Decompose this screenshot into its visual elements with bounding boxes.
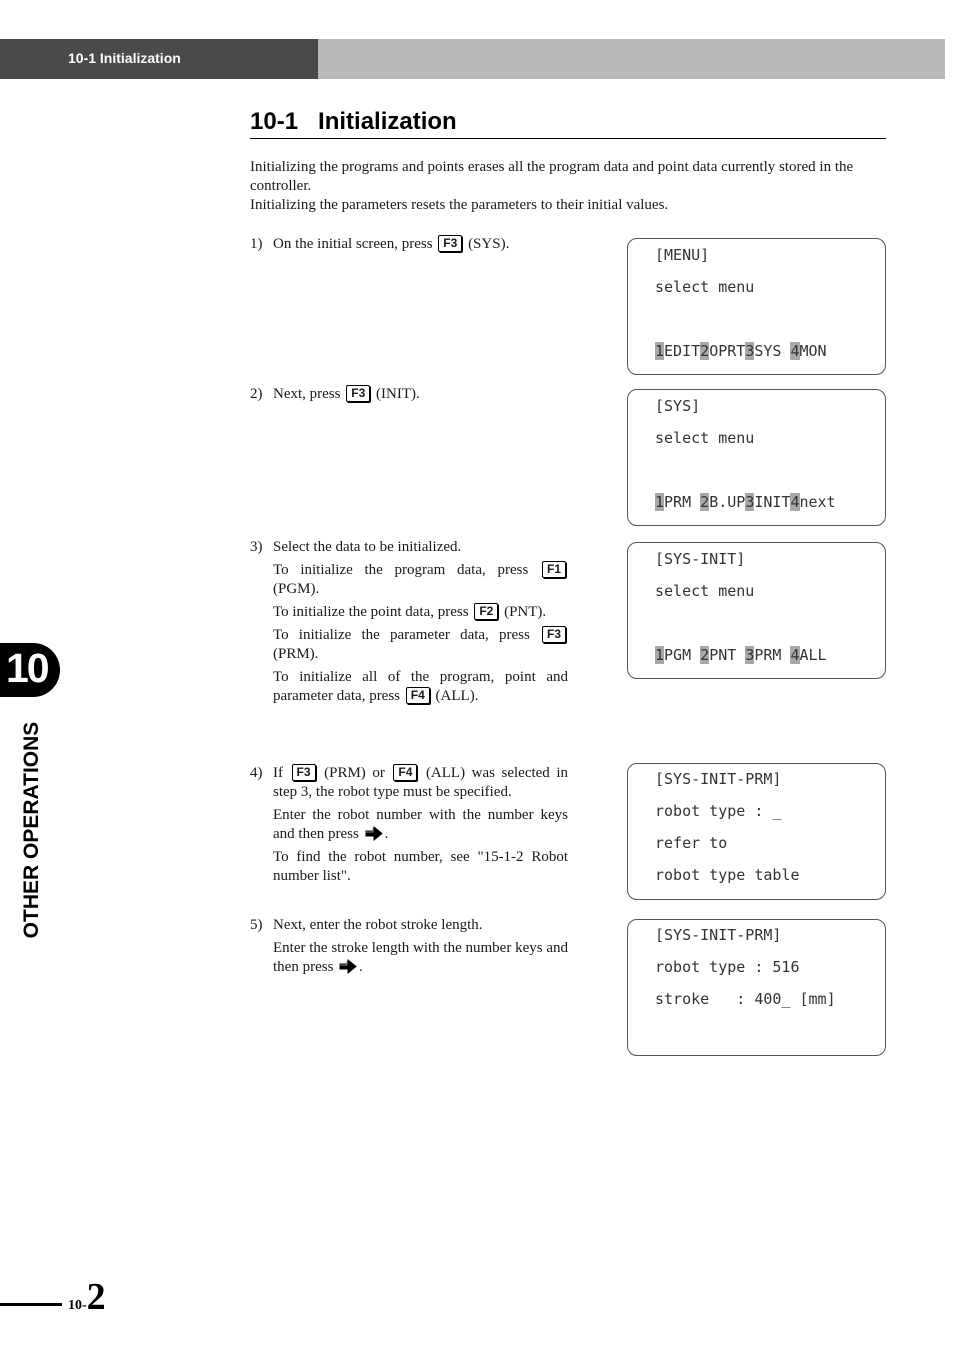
lcd-key-label: PRM [754, 646, 791, 664]
page-number-value: 2 [86, 1276, 106, 1318]
lcd-line: stroke : 400_ [mm] [655, 990, 836, 1008]
lcd-key-label: PNT [709, 646, 746, 664]
step-text: To initialize all of the program, point and parameter data, press [273, 669, 568, 704]
lcd-key-line [655, 646, 827, 664]
step-text: Select the data to be initialized. [273, 539, 462, 555]
lcd-key-line [655, 342, 827, 360]
lcd-key-number: 2 [700, 342, 710, 360]
header-section-label: 10-1 Initialization [68, 50, 181, 66]
lcd-screen-stroke [627, 919, 886, 1056]
step-text: To initialize the parameter data, press [273, 627, 530, 643]
f3-key: F3 [292, 764, 316, 781]
page-number-prefix: 10- [68, 1298, 87, 1313]
lcd-line: [MENU] [655, 246, 710, 264]
lcd-line: select menu [655, 582, 755, 600]
f4-key: F4 [406, 687, 430, 704]
lcd-line: [SYS-INIT-PRM] [655, 926, 782, 944]
step-text: On the initial screen, press [273, 236, 433, 252]
lcd-screen-sys-init [627, 542, 886, 679]
lcd-line: robot type : 516 [655, 958, 800, 976]
lcd-key-number: 3 [745, 493, 755, 511]
step-text: Next, enter the robot stroke length. [273, 917, 483, 933]
chapter-number: 10 [6, 645, 48, 691]
step-text: Next, press [273, 386, 341, 402]
enter-key-icon [364, 826, 384, 841]
step-text: (PRM). [273, 646, 319, 662]
lcd-key-line [655, 493, 836, 511]
enter-key-icon [338, 959, 358, 974]
step-text: (INIT). [376, 386, 420, 402]
lcd-key-label: MON [799, 342, 827, 360]
intro-text [250, 158, 888, 215]
lcd-screen-menu [627, 238, 886, 375]
lcd-line: robot type : _ [655, 802, 782, 820]
lcd-line: select menu [655, 429, 755, 447]
step-number: 5) [250, 917, 263, 933]
lcd-key-label: ALL [799, 646, 827, 664]
step-text: (PNT). [504, 604, 547, 620]
step-4 [250, 764, 568, 890]
step-number: 4) [250, 765, 263, 781]
f2-key: F2 [474, 603, 498, 620]
f3-key: F3 [438, 235, 462, 252]
f1-key: F1 [542, 561, 566, 578]
header-band-light [318, 39, 945, 79]
step-text: . [384, 826, 389, 842]
step-number: 3) [250, 539, 263, 555]
lcd-key-number: 1 [655, 493, 665, 511]
page-number-rule [0, 1303, 62, 1306]
step-5 [250, 916, 568, 981]
lcd-key-label: B.UP [709, 493, 746, 511]
lcd-key-number: 3 [745, 342, 755, 360]
page-title: 10-1 Initialization [250, 108, 457, 135]
title-rule [250, 138, 886, 139]
lcd-key-label: PGM [664, 646, 701, 664]
intro-paragraph: Initializing the programs and points erases all the program data and point data currently stored in the controller. [250, 159, 854, 194]
step-2 [250, 385, 568, 408]
lcd-key-number: 2 [700, 646, 710, 664]
lcd-line: [SYS-INIT-PRM] [655, 770, 782, 788]
lcd-key-number: 1 [655, 342, 665, 360]
lcd-key-label: next [799, 493, 836, 511]
lcd-key-label: EDIT [664, 342, 701, 360]
lcd-screen-sys [627, 389, 886, 526]
step-text: Enter the stroke length with the number keys and then press [273, 940, 568, 975]
step-number: 1) [250, 236, 263, 252]
step-text: (ALL) was selected in step 3, the robot type must be specified. [273, 765, 569, 800]
lcd-key-number: 3 [745, 646, 755, 664]
lcd-key-number: 4 [790, 342, 800, 360]
lcd-key-label: SYS [754, 342, 791, 360]
lcd-key-label: OPRT [709, 342, 746, 360]
step-text: If [273, 765, 283, 781]
step-text: (ALL). [435, 688, 479, 704]
step-1 [250, 235, 568, 258]
intro-paragraph: Initializing the parameters resets the parameters to their initial values. [250, 197, 669, 213]
step-text: (PGM). [273, 581, 320, 597]
step-text: To initialize the point data, press [273, 604, 469, 620]
step-text: (PRM) or [324, 765, 385, 781]
lcd-screen-robot-type [627, 763, 886, 900]
lcd-line: [SYS] [655, 397, 701, 415]
page-number [68, 1278, 106, 1316]
lcd-line: refer to [655, 834, 728, 852]
step-text: . [359, 959, 363, 975]
step-number: 2) [250, 386, 263, 402]
lcd-key-number: 4 [790, 646, 800, 664]
f3-key: F3 [542, 626, 566, 643]
step-text: To initialize the program data, press [273, 562, 529, 578]
lcd-line: select menu [655, 278, 755, 296]
lcd-key-number: 1 [655, 646, 665, 664]
f3-key: F3 [346, 385, 370, 402]
lcd-key-label: INIT [754, 493, 791, 511]
chapter-side-label: OTHER OPERATIONS [20, 721, 43, 939]
lcd-key-label: PRM [664, 493, 701, 511]
step-text: To find the robot number, see "15-1-2 Robot number list". [273, 849, 568, 884]
lcd-line: [SYS-INIT] [655, 550, 746, 568]
f4-key: F4 [393, 764, 417, 781]
lcd-line: robot type table [655, 866, 800, 884]
step-3 [250, 538, 568, 710]
step-text: (SYS). [468, 236, 510, 252]
step-text: Enter the robot number with the number keys and then press [273, 807, 568, 842]
lcd-key-number: 2 [700, 493, 710, 511]
lcd-key-number: 4 [790, 493, 800, 511]
